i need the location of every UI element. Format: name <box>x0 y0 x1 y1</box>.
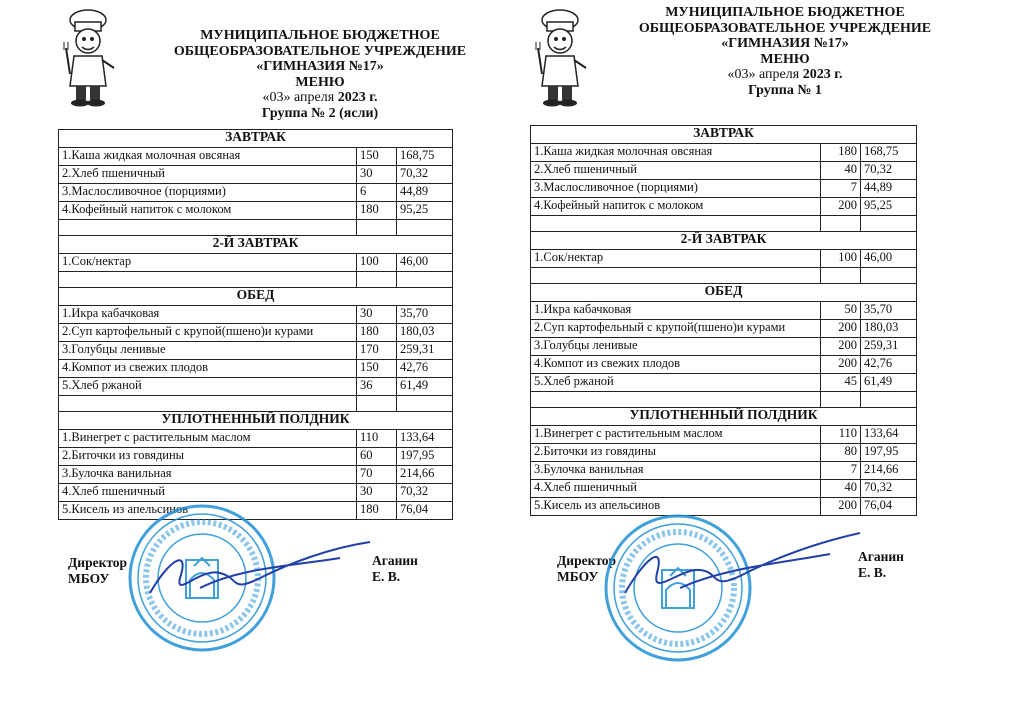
table-row <box>531 250 917 268</box>
item-name: 1.Каша жидкая молочная овсяная <box>531 144 821 162</box>
item-qty: 36 <box>357 378 397 396</box>
item-name: 2.Биточки из говядины <box>59 448 357 466</box>
table-row <box>531 374 917 392</box>
empty-row <box>59 396 453 412</box>
section-title: УПЛОТНЕННЫЙ ПОЛДНИК <box>531 408 917 426</box>
item-price: 70,32 <box>861 480 917 498</box>
menu-table <box>58 129 453 520</box>
item-name: 2.Суп картофельный с крупой(пшено)и курами <box>531 320 821 338</box>
item-price: 168,75 <box>397 148 453 166</box>
table-row <box>59 484 453 502</box>
item-name: 4.Компот из свежих плодов <box>531 356 821 374</box>
item-name: 2.Хлеб пшеничный <box>59 166 357 184</box>
item-name: 3.Булочка ванильная <box>59 466 357 484</box>
item-name: 4.Компот из свежих плодов <box>59 360 357 378</box>
table-row <box>531 426 917 444</box>
item-name: 2.Суп картофельный с крупой(пшено)и курами <box>59 324 357 342</box>
item-qty: 180 <box>357 202 397 220</box>
item-name: 5.Кисель из апельсинов <box>59 502 357 520</box>
item-name: 4.Хлеб пшеничный <box>531 480 821 498</box>
item-qty: 30 <box>357 166 397 184</box>
menu-date <box>600 67 970 83</box>
item-price: 259,31 <box>861 338 917 356</box>
section-title: ОБЕД <box>531 284 917 302</box>
table-row <box>59 306 453 324</box>
table-row <box>59 448 453 466</box>
menu-title: МЕНЮ <box>760 51 810 67</box>
item-name: 1.Винегрет с растительным маслом <box>531 426 821 444</box>
item-qty: 180 <box>357 324 397 342</box>
item-qty: 200 <box>821 338 861 356</box>
table-row <box>59 202 453 220</box>
handwritten-signature-icon <box>615 528 865 608</box>
group-label: Группа № 1 <box>748 82 822 98</box>
chef-icon <box>58 8 122 108</box>
empty-row <box>59 272 453 288</box>
org-name-line2: ОБЩЕОБРАЗОВАТЕЛЬНОЕ УЧРЕЖДЕНИЕ <box>173 43 467 59</box>
table-row <box>59 430 453 448</box>
table-row <box>531 162 917 180</box>
table-row <box>59 360 453 378</box>
item-price: 35,70 <box>861 302 917 320</box>
menu-header <box>600 5 970 98</box>
section-title: 2-Й ЗАВТРАК <box>531 232 917 250</box>
org-name-line3: «ГИМНАЗИЯ №17» <box>721 36 849 51</box>
table-row <box>59 254 453 272</box>
table-row <box>59 466 453 484</box>
item-price: 42,76 <box>861 356 917 374</box>
empty-row <box>531 216 917 232</box>
menu-table <box>530 125 917 516</box>
item-qty: 40 <box>821 162 861 180</box>
section-title: ОБЕД <box>59 288 453 306</box>
menu-title: МЕНЮ <box>295 74 345 90</box>
item-name: 5.Хлеб ржаной <box>59 378 357 396</box>
item-price: 168,75 <box>861 144 917 162</box>
item-name: 4.Хлеб пшеничный <box>59 484 357 502</box>
item-name: 4.Кофейный напиток с молоком <box>59 202 357 220</box>
table-row <box>59 342 453 360</box>
section-header-row <box>59 412 453 430</box>
item-name: 3.Булочка ванильная <box>531 462 821 480</box>
table-row <box>59 184 453 202</box>
table-row <box>59 148 453 166</box>
org-name-line2: ОБЩЕОБРАЗОВАТЕЛЬНОЕ УЧРЕЖДЕНИЕ <box>638 20 932 36</box>
item-name: 1.Винегрет с растительным маслом <box>59 430 357 448</box>
item-name: 2.Биточки из говядины <box>531 444 821 462</box>
table-row <box>59 378 453 396</box>
chef-icon <box>530 8 594 108</box>
section-title: УПЛОТНЕННЫЙ ПОЛДНИК <box>59 412 453 430</box>
table-row <box>59 166 453 184</box>
item-price: 76,04 <box>397 502 453 520</box>
date-day-month: «03» апреля <box>727 67 800 82</box>
item-price: 133,64 <box>397 430 453 448</box>
org-name-line1: МУНИЦИПАЛЬНОЕ БЮДЖЕТНОЕ <box>665 5 905 20</box>
section-header-row <box>531 284 917 302</box>
director-name: Аганин Е. В. <box>858 549 904 580</box>
table-row <box>59 324 453 342</box>
item-qty: 70 <box>357 466 397 484</box>
item-qty: 100 <box>821 250 861 268</box>
section-header-row <box>531 232 917 250</box>
item-price: 180,03 <box>861 320 917 338</box>
item-price: 259,31 <box>397 342 453 360</box>
section-title: 2-Й ЗАВТРАК <box>59 236 453 254</box>
item-qty: 80 <box>821 444 861 462</box>
item-price: 76,04 <box>861 498 917 516</box>
item-price: 180,03 <box>397 324 453 342</box>
item-name: 3.Голубцы ленивые <box>59 342 357 360</box>
org-name-line3: «ГИМНАЗИЯ №17» <box>256 59 384 74</box>
item-qty: 200 <box>821 198 861 216</box>
item-name: 4.Кофейный напиток с молоком <box>531 198 821 216</box>
item-qty: 7 <box>821 462 861 480</box>
item-qty: 60 <box>357 448 397 466</box>
section-title: ЗАВТРАК <box>59 130 453 148</box>
item-price: 95,25 <box>397 202 453 220</box>
date-day-month: «03» апреля <box>262 90 335 105</box>
item-price: 95,25 <box>861 198 917 216</box>
section-title: ЗАВТРАК <box>531 126 917 144</box>
item-qty: 150 <box>357 148 397 166</box>
table-row <box>531 198 917 216</box>
section-header-row <box>59 288 453 306</box>
item-name: 1.Икра кабачковая <box>531 302 821 320</box>
item-price: 35,70 <box>397 306 453 324</box>
table-row <box>531 302 917 320</box>
item-price: 197,95 <box>397 448 453 466</box>
item-price: 70,32 <box>397 166 453 184</box>
item-qty: 7 <box>821 180 861 198</box>
section-header-row <box>531 126 917 144</box>
item-price: 133,64 <box>861 426 917 444</box>
item-price: 46,00 <box>397 254 453 272</box>
item-qty: 200 <box>821 498 861 516</box>
item-price: 44,89 <box>861 180 917 198</box>
item-qty: 6 <box>357 184 397 202</box>
item-qty: 170 <box>357 342 397 360</box>
item-name: 1.Каша жидкая молочная овсяная <box>59 148 357 166</box>
item-name: 3.Маслосливочное (порциями) <box>531 180 821 198</box>
item-name: 5.Хлеб ржаной <box>531 374 821 392</box>
item-price: 61,49 <box>861 374 917 392</box>
item-qty: 110 <box>821 426 861 444</box>
section-header-row <box>59 236 453 254</box>
table-row <box>531 180 917 198</box>
item-qty: 150 <box>357 360 397 378</box>
item-price: 42,76 <box>397 360 453 378</box>
item-qty: 50 <box>821 302 861 320</box>
item-price: 61,49 <box>397 378 453 396</box>
item-qty: 110 <box>357 430 397 448</box>
date-year: 2023 г. <box>802 67 843 82</box>
item-name: 1.Сок/нектар <box>59 254 357 272</box>
item-qty: 200 <box>821 356 861 374</box>
item-name: 3.Маслосливочное (порциями) <box>59 184 357 202</box>
item-qty: 45 <box>821 374 861 392</box>
director-title: Директор МБОУ <box>68 555 128 586</box>
empty-row <box>59 220 453 236</box>
item-price: 46,00 <box>861 250 917 268</box>
item-price: 214,66 <box>397 466 453 484</box>
item-qty: 180 <box>821 144 861 162</box>
item-name: 2.Хлеб пшеничный <box>531 162 821 180</box>
table-row <box>531 356 917 374</box>
table-row <box>531 444 917 462</box>
table-row <box>531 462 917 480</box>
item-name: 1.Сок/нектар <box>531 250 821 268</box>
section-header-row <box>531 408 917 426</box>
item-qty: 30 <box>357 306 397 324</box>
group-label: Группа № 2 (ясли) <box>261 105 379 121</box>
item-qty: 180 <box>357 502 397 520</box>
item-name: 3.Голубцы ленивые <box>531 338 821 356</box>
handwritten-signature-icon <box>140 538 380 608</box>
item-qty: 100 <box>357 254 397 272</box>
table-row <box>531 144 917 162</box>
item-price: 70,32 <box>397 484 453 502</box>
table-row <box>531 480 917 498</box>
item-qty: 40 <box>821 480 861 498</box>
table-row <box>531 338 917 356</box>
item-price: 214,66 <box>861 462 917 480</box>
item-name: 5.Кисель из апельсинов <box>531 498 821 516</box>
menu-header <box>130 28 510 121</box>
item-price: 70,32 <box>861 162 917 180</box>
item-price: 44,89 <box>397 184 453 202</box>
date-year: 2023 г. <box>337 90 378 105</box>
item-qty: 30 <box>357 484 397 502</box>
table-row <box>531 320 917 338</box>
director-name: Аганин Е. В. <box>372 553 418 584</box>
empty-row <box>531 392 917 408</box>
menu-date <box>130 90 510 106</box>
director-title: Директор МБОУ <box>557 553 617 584</box>
section-header-row <box>59 130 453 148</box>
empty-row <box>531 268 917 284</box>
item-price: 197,95 <box>861 444 917 462</box>
org-name-line1: МУНИЦИПАЛЬНОЕ БЮДЖЕТНОЕ <box>200 28 440 43</box>
item-name: 1.Икра кабачковая <box>59 306 357 324</box>
item-qty: 200 <box>821 320 861 338</box>
